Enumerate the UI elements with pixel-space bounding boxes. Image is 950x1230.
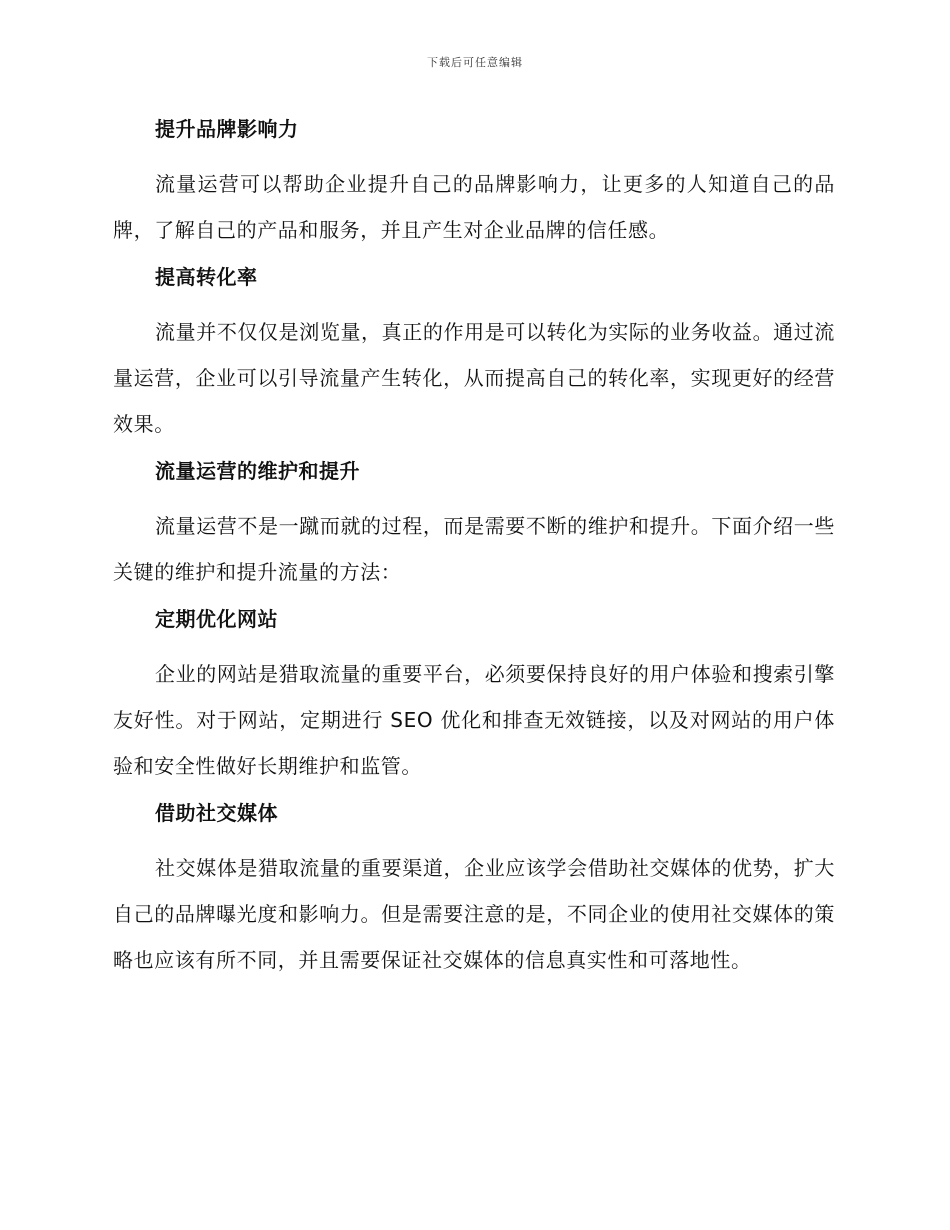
section-paragraph: 企业的网站是猎取流量的重要平台，必须要保持良好的用户体验和搜索引擎友好性。对于网站，定期进行 SEO 优化和排查无效链接，以及对网站的用户体验和安全性做好长期维护和监管。	[113, 662, 835, 778]
section-heading: 借助社交媒体	[155, 801, 278, 825]
section-social-media	[113, 797, 835, 983]
section-paragraph: 流量运营可以帮助企业提升自己的品牌影响力，让更多的人知道自己的品牌，了解自己的产品和服务，并且产生对企业品牌的信任感。	[113, 172, 835, 242]
section-heading: 定期优化网站	[155, 607, 278, 631]
header-note: 下载后可任意编辑	[427, 56, 523, 69]
section-heading: 提高转化率	[155, 265, 258, 289]
document-body	[113, 113, 835, 991]
section-heading: 提升品牌影响力	[155, 117, 299, 141]
section-maintenance	[113, 455, 835, 595]
section-brand-influence	[113, 113, 835, 253]
section-website-optimization	[113, 603, 835, 789]
section-heading: 流量运营的维护和提升	[155, 459, 360, 483]
section-paragraph: 流量运营不是一蹴而就的过程，而是需要不断的维护和提升。下面介绍一些关键的维护和提升流量的方法：	[113, 514, 835, 584]
section-paragraph: 社交媒体是猎取流量的重要渠道，企业应该学会借助社交媒体的优势，扩大自己的品牌曝光度和影响力。但是需要注意的是，不同企业的使用社交媒体的策略也应该有所不同，并且需要保证社交媒体的信息真实性和可落地性。	[113, 856, 835, 972]
section-paragraph: 流量并不仅仅是浏览量，真正的作用是可以转化为实际的业务收益。通过流量运营，企业可以引导流量产生转化，从而提高自己的转化率，实现更好的经营效果。	[113, 320, 835, 436]
section-conversion-rate	[113, 261, 835, 447]
